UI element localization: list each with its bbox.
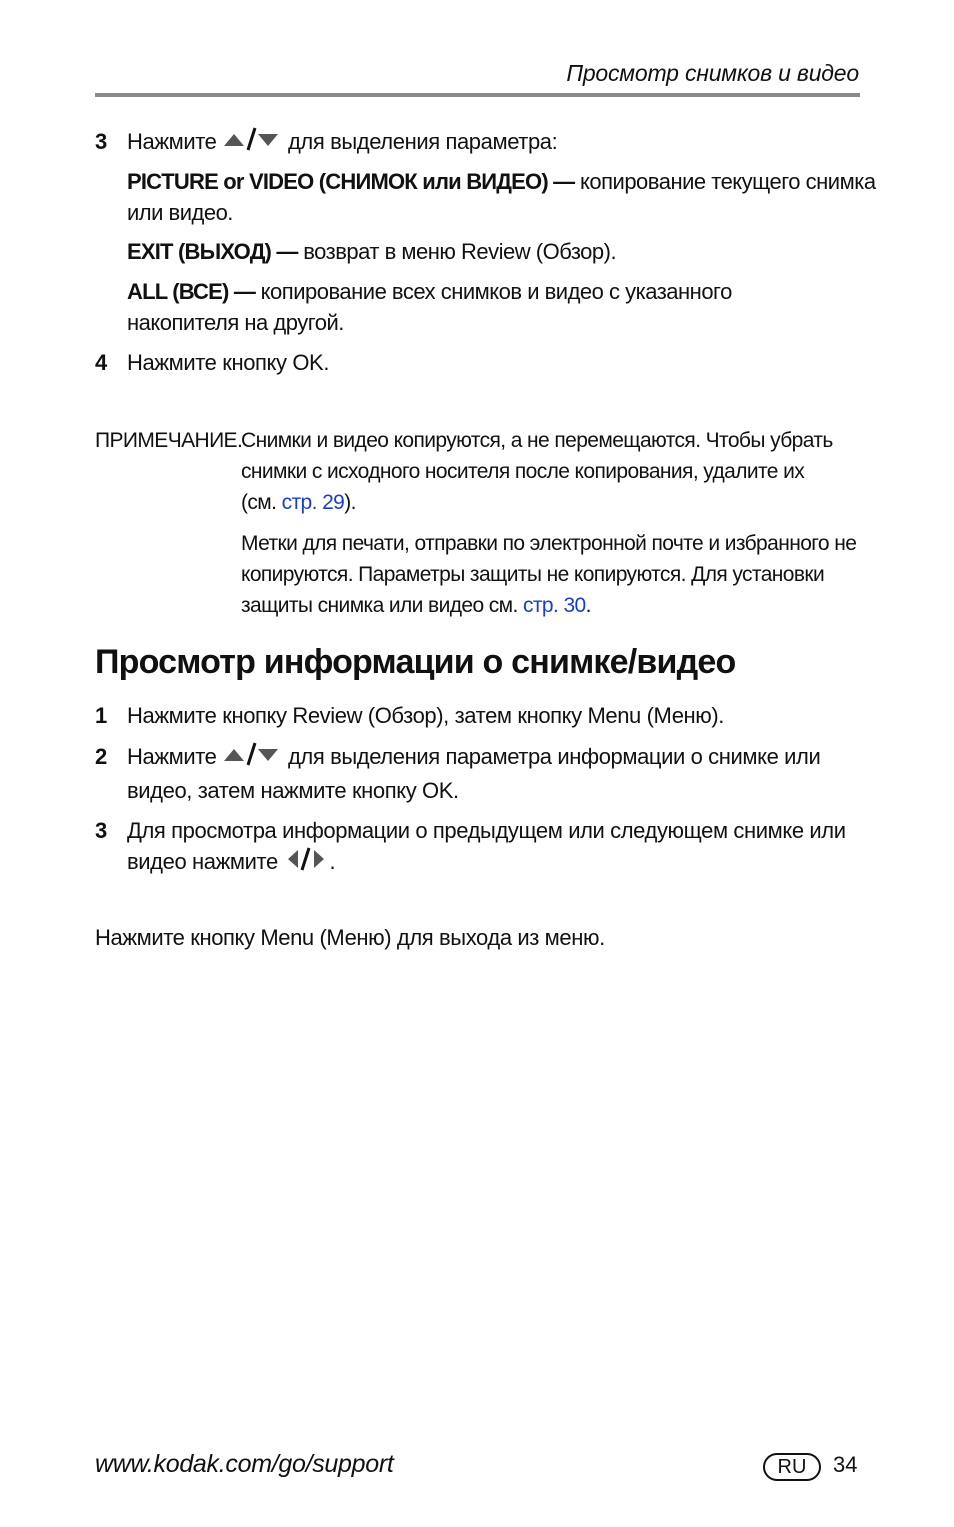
step-text-cont-pre: видео нажмите: [127, 849, 278, 874]
exit-text: Нажмите кнопку Menu (Меню) для выхода из меню.: [95, 925, 605, 950]
step-text-cont: видео, затем нажмите кнопку OK.: [127, 778, 459, 804]
option-label: PICTURE or VIDEO (СНИМОК или ВИДЕО) —: [127, 169, 575, 194]
option-desc: копирование всех снимков и видео с указанного: [255, 279, 732, 304]
up-down-arrows-icon: [222, 741, 282, 775]
step-text-post: для выделения параметра:: [287, 129, 558, 154]
option-desc: копирование текущего снимка: [574, 169, 876, 194]
left-right-arrows-icon: [284, 846, 330, 880]
option-label: EXIT (ВЫХОД) —: [127, 239, 298, 264]
step-number: 2: [95, 744, 107, 769]
step-text: Нажмите кнопку Review (Обзор), затем кнопку Menu (Меню).: [127, 703, 725, 728]
up-down-arrows-icon: [222, 126, 282, 160]
page-number: 34: [833, 1452, 858, 1477]
note-line: (см.: [241, 491, 282, 514]
note-line: копируются. Параметры защиты не копируются. Для установки: [241, 563, 825, 586]
step-number: 3: [95, 129, 107, 154]
running-header: Просмотр снимков и видео: [566, 60, 859, 86]
note-line-end: .: [585, 594, 591, 617]
step-text-end: .: [329, 849, 336, 874]
note-paragraph-2: [241, 528, 856, 621]
note-line-end: ).: [344, 491, 356, 514]
language-badge: RU: [763, 1453, 821, 1481]
option-all: [127, 276, 732, 338]
page-29-link[interactable]: стр. 29: [281, 491, 345, 514]
header-divider: [95, 93, 860, 97]
note-line: Метки для печати, отправки по электронной почте и избранного не: [241, 532, 857, 555]
page-30-link[interactable]: стр. 30: [522, 594, 586, 617]
note-paragraph-1: [241, 425, 833, 518]
option-picture-video: [127, 166, 876, 228]
option-label: ALL (ВСЕ) —: [127, 279, 256, 304]
step-text-pre: Нажмите: [127, 129, 217, 154]
exit-instruction: [95, 922, 605, 953]
note-line: защиты снимка или видео см.: [241, 594, 523, 617]
note-label: ПРИМЕЧАНИЕ.: [95, 429, 243, 452]
section-heading: Просмотр информации о снимке/видео: [95, 643, 736, 681]
note-line: Снимки и видео копируются, а не перемещаются. Чтобы убрать: [241, 429, 833, 452]
step-number: 4: [95, 350, 107, 375]
option-desc-cont: или видео.: [127, 200, 233, 225]
step-text: Нажмите кнопку OK.: [127, 350, 330, 375]
option-desc-cont: накопителя на другой.: [127, 310, 344, 335]
step-text: Для просмотра информации о предыдущем или следующем снимке или: [127, 818, 846, 843]
step-text-pre: Нажмите: [127, 744, 217, 769]
option-desc: возврат в меню Review (Обзор).: [297, 239, 617, 264]
option-exit: [127, 236, 616, 267]
step-number: 3: [95, 818, 107, 843]
step-number: 1: [95, 703, 107, 728]
step-text-post: для выделения параметра информации о снимке или: [287, 744, 821, 769]
footer-url[interactable]: www.kodak.com/go/support: [95, 1450, 394, 1478]
note-line: снимки с исходного носителя после копирования, удалите их: [241, 460, 805, 483]
